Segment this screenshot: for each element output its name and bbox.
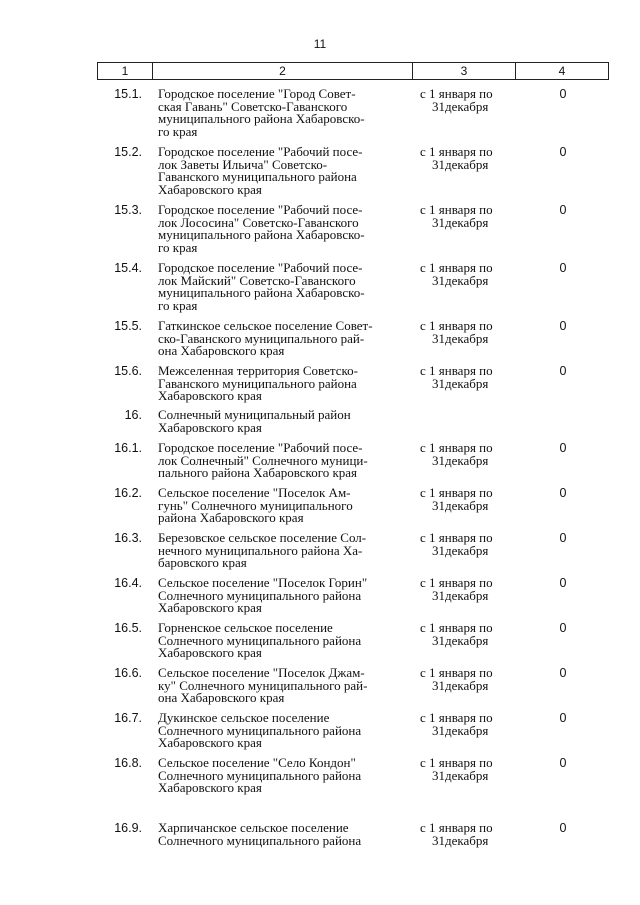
- row-period-end: 31декабря: [432, 98, 489, 114]
- row-name-line: она Хабаровского края: [158, 343, 285, 358]
- row-period-start: с 1 января по: [420, 755, 493, 770]
- header-col-2: 2: [153, 63, 413, 79]
- row-period: [420, 88, 512, 113]
- row-name-line: Хабаровского края: [158, 735, 262, 750]
- header-col-3: 3: [413, 63, 516, 79]
- row-period-end: 31декабря: [432, 587, 489, 603]
- row-number: 15.6.: [114, 364, 142, 378]
- row-name-line: Сельское поселение "Поселок Горин": [158, 575, 368, 590]
- row-period: [420, 822, 512, 847]
- row-period-end: 31декабря: [432, 156, 489, 172]
- row-name-line: го края: [158, 239, 198, 255]
- row-name: [158, 622, 410, 660]
- row-name-line: Городское поселение "Город Совет-: [158, 86, 356, 101]
- row-name-line: муниципального района Хабаровско-: [158, 111, 365, 126]
- row-number: 16.5.: [114, 621, 142, 635]
- row-name-line: Гаванского муниципального района: [158, 169, 357, 184]
- row-period-end: 31декабря: [432, 832, 489, 848]
- row-name: [158, 365, 410, 403]
- row-value: 0: [559, 711, 567, 725]
- row-period: [420, 712, 512, 737]
- row-value: 0: [559, 576, 567, 590]
- row-name-line: Солнечного муниципального района: [158, 832, 362, 848]
- row-period-start: с 1 января по: [420, 530, 493, 545]
- row-name-line: Березовское сельское поселение Сол-: [158, 530, 367, 545]
- row-name: [158, 204, 410, 254]
- row-number: 15.5.: [114, 319, 142, 333]
- row-name-line: района Хабаровского края: [158, 510, 304, 525]
- row-number: 16.3.: [114, 531, 142, 545]
- row-name-line: лок Майский" Советско-Гаванского: [158, 272, 356, 288]
- row-name-line: ку" Солнечного муниципального рай-: [158, 677, 368, 693]
- row-period: [420, 262, 512, 287]
- row-value: 0: [559, 87, 567, 101]
- row-period-end: 31декабря: [432, 722, 489, 738]
- table-header: [97, 62, 609, 80]
- row-name-line: лок Заветы Ильича" Советско-: [158, 156, 328, 172]
- row-value: 0: [559, 821, 567, 835]
- row-period: [420, 577, 512, 602]
- header-col-1: 1: [98, 63, 153, 79]
- row-name: [158, 262, 410, 312]
- row-value: 0: [559, 756, 567, 770]
- row-period: [420, 487, 512, 512]
- row-period: [420, 667, 512, 692]
- row-name: [158, 442, 410, 480]
- row-value: 0: [559, 441, 567, 455]
- row-name-line: Хабаровского края: [158, 419, 262, 435]
- row-period-end: 31декабря: [432, 375, 489, 391]
- row-name: [158, 532, 410, 570]
- row-name: [158, 409, 410, 434]
- row-name-line: ская Гавань" Советско-Гаванского: [158, 98, 348, 114]
- row-period-start: с 1 января по: [420, 144, 493, 159]
- row-value: 0: [559, 486, 567, 500]
- row-name-line: Гаткинское сельское поселение Совет-: [158, 318, 373, 333]
- row-value: 0: [559, 319, 567, 333]
- row-name: [158, 320, 410, 358]
- row-value: 0: [559, 145, 567, 159]
- row-value: 0: [559, 364, 567, 378]
- row-name-line: пального района Хабаровского края: [158, 465, 358, 480]
- row-period-end: 31декабря: [432, 330, 489, 346]
- row-period-start: с 1 января по: [420, 620, 493, 635]
- row-number: 16.: [124, 408, 142, 422]
- row-period-end: 31декабря: [432, 497, 489, 513]
- row-name-line: Хабаровского края: [158, 388, 262, 403]
- row-period-start: с 1 января по: [420, 665, 493, 680]
- row-name-line: муниципального района Хабаровско-: [158, 285, 365, 300]
- row-name: [158, 712, 410, 750]
- row-name-line: Хабаровского края: [158, 780, 262, 795]
- row-name-line: Сельское поселение "Поселок Ам-: [158, 485, 351, 500]
- row-name-line: Солнечного муниципального района: [158, 722, 362, 738]
- row-number: 15.3.: [114, 203, 142, 217]
- row-name-line: Солнечного муниципального района: [158, 632, 362, 648]
- row-period: [420, 757, 512, 782]
- row-period-start: с 1 января по: [420, 820, 493, 835]
- row-name-line: Хабаровского края: [158, 181, 262, 197]
- row-name-line: Сельское поселение "Поселок Джам-: [158, 665, 365, 680]
- row-name-line: Солнечный муниципальный район: [158, 407, 351, 422]
- row-name-line: Солнечного муниципального района: [158, 587, 362, 603]
- row-period-end: 31декабря: [432, 214, 489, 230]
- row-name-line: она Хабаровского края: [158, 690, 285, 705]
- row-period-end: 31декабря: [432, 452, 489, 468]
- row-number: 16.6.: [114, 666, 142, 680]
- row-name-line: лок Лососина" Советско-Гаванского: [158, 214, 359, 230]
- row-name: [158, 88, 410, 138]
- row-period-end: 31декабря: [432, 677, 489, 693]
- row-value: 0: [559, 666, 567, 680]
- row-name-line: го края: [158, 123, 198, 139]
- row-number: 16.8.: [114, 756, 142, 770]
- row-name: [158, 757, 410, 795]
- row-period-start: с 1 января по: [420, 710, 493, 725]
- row-name-line: Горненское сельское поселение: [158, 620, 333, 635]
- page-number: 11: [313, 37, 327, 51]
- row-name: [158, 146, 410, 196]
- row-name-line: Городское поселение "Рабочий посе-: [158, 260, 363, 275]
- row-period-start: с 1 января по: [420, 485, 493, 500]
- row-number: 16.1.: [114, 441, 142, 455]
- row-name-line: Городское поселение "Рабочий посе-: [158, 202, 363, 217]
- row-period: [420, 365, 512, 390]
- row-number: 16.9.: [114, 821, 142, 835]
- row-value: 0: [559, 531, 567, 545]
- row-number: 16.7.: [114, 711, 142, 725]
- row-name-line: Городское поселение "Рабочий посе-: [158, 144, 363, 159]
- row-name-line: муниципального района Хабаровско-: [158, 227, 365, 242]
- row-value: 0: [559, 621, 567, 635]
- row-period-end: 31декабря: [432, 767, 489, 783]
- row-period: [420, 622, 512, 647]
- row-period: [420, 320, 512, 345]
- row-name-line: ско-Гаванского муниципального рай-: [158, 330, 365, 346]
- row-name-line: Сельское поселение "Село Кондон": [158, 755, 356, 770]
- row-period-start: с 1 января по: [420, 318, 493, 333]
- row-name-line: нечного муниципального района Ха-: [158, 542, 363, 558]
- header-col-4: 4: [558, 64, 566, 78]
- row-name: [158, 577, 410, 615]
- row-period-end: 31декабря: [432, 542, 489, 558]
- row-value: 0: [559, 261, 567, 275]
- row-name-line: баровского края: [158, 555, 247, 570]
- row-period: [420, 204, 512, 229]
- row-period-end: 31декабря: [432, 272, 489, 288]
- row-name-line: гунь" Солнечного муниципального: [158, 497, 353, 513]
- row-number: 15.2.: [114, 145, 142, 159]
- row-name-line: Городское поселение "Рабочий посе-: [158, 440, 363, 455]
- row-period-start: с 1 января по: [420, 440, 493, 455]
- row-number: 16.2.: [114, 486, 142, 500]
- row-name: [158, 822, 410, 847]
- row-name-line: го края: [158, 297, 198, 313]
- row-period: [420, 146, 512, 171]
- row-name-line: Межселенная территория Советско-: [158, 363, 358, 378]
- row-period-start: с 1 января по: [420, 363, 493, 378]
- row-period-start: с 1 января по: [420, 202, 493, 217]
- row-period-start: с 1 января по: [420, 86, 493, 101]
- row-number: 16.4.: [114, 576, 142, 590]
- row-name-line: Солнечного муниципального района: [158, 767, 362, 783]
- row-name-line: лок Солнечный" Солнечного муници-: [158, 452, 368, 468]
- row-period-end: 31декабря: [432, 632, 489, 648]
- row-name-line: Хабаровского края: [158, 645, 262, 660]
- row-name: [158, 667, 410, 705]
- row-number: 15.4.: [114, 261, 142, 275]
- row-name: [158, 487, 410, 525]
- row-period-start: с 1 января по: [420, 575, 493, 590]
- row-name-line: Дукинское сельское поселение: [158, 710, 330, 725]
- row-number: 15.1.: [114, 87, 142, 101]
- row-name-line: Харпичанское сельское поселение: [158, 820, 349, 835]
- row-period: [420, 532, 512, 557]
- row-value: 0: [559, 203, 567, 217]
- row-period-start: с 1 января по: [420, 260, 493, 275]
- row-period: [420, 442, 512, 467]
- row-name-line: Хабаровского края: [158, 600, 262, 615]
- row-name-line: Гаванского муниципального района: [158, 375, 357, 391]
